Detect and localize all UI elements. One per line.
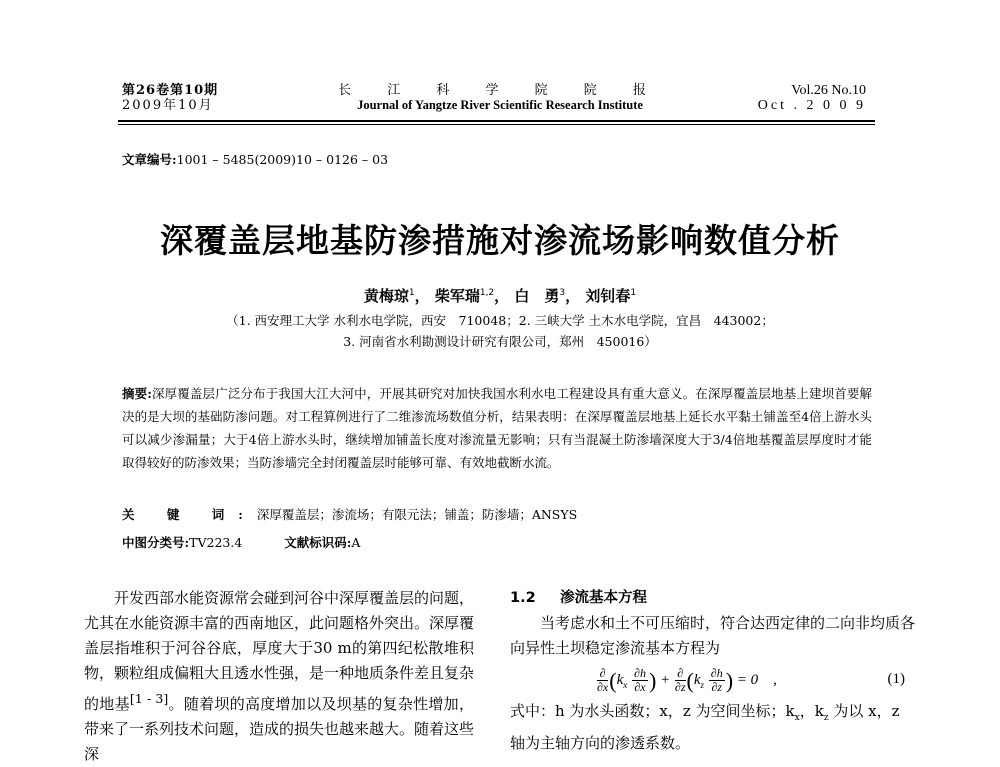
article-number-label: 文章编号:	[122, 152, 177, 167]
author-affil-mark: 1	[408, 288, 415, 298]
article-number	[122, 150, 388, 168]
abstract-text: 深厚覆盖层广泛分布于我国大江大河中，开展其研究对加快我国水利水电工程建设具有重大意义。在深厚覆盖层地基上建坝首要解决的是大坝的基础防渗问题。对工程算例进行了二维渗流场数值分析，结果表明：在深厚覆盖层地基上延长水平黏土铺盖至4倍上游水头可以减少渗漏量；大于4倍上游水头时，继续增加铺盖长度对渗流量无影响；只有当混凝土防渗墙深度大于3/4倍地基覆盖层厚度时才能取得较好的防渗效果；当防渗墙完全封闭覆盖层时能够可靠、有效地截断水流。	[122, 386, 872, 470]
author-name: 白 勇	[514, 287, 560, 305]
equation-intro: 当考虑水和土不可压缩时，符合达西定律的二向非均质各向异性土坝稳定渗流基本方程为	[510, 614, 916, 657]
citation: [1 - 3]	[129, 691, 169, 706]
author-affil-mark: 3	[559, 288, 566, 298]
affiliation-line-2: 3. 河南省水利勘测设计研究有限公司，郑州 450016）	[343, 334, 657, 349]
section-number: 1.2	[510, 590, 536, 606]
paper-title: 深覆盖层地基防渗措施对渗流场影响数值分析	[160, 221, 840, 260]
body-right-column	[510, 586, 915, 756]
equation-explanation-cont: 轴为主轴方向的渗透系数。	[510, 734, 691, 752]
author-affil-mark: 1	[630, 288, 637, 298]
journal-name-cn: 长 江 科 学 院 院 报	[338, 83, 662, 98]
header-rule-thin	[118, 124, 875, 125]
doc-code-value: A	[351, 535, 361, 550]
date-cn: 2009年10月	[122, 98, 214, 113]
volume-cn: 第26卷第10期	[122, 83, 219, 98]
section-heading	[510, 586, 915, 611]
keywords	[122, 505, 577, 523]
doc-code-label: 文献标识码:	[284, 535, 352, 550]
author-name: 刘钊春	[585, 287, 631, 305]
abstract	[122, 382, 872, 474]
section-title: 渗流基本方程	[560, 590, 647, 606]
volume-en: Vol.26 No.10	[791, 83, 866, 98]
journal-name	[300, 83, 700, 113]
author-name: 黄梅琼	[363, 287, 409, 305]
clc-label: 中图分类号:	[122, 535, 190, 550]
intro-paragraph	[84, 586, 474, 767]
keywords-label: 关 键 词:	[122, 507, 257, 522]
abstract-label: 摘要:	[122, 386, 152, 401]
header-rule-thick	[118, 120, 875, 122]
body-left-column	[84, 586, 474, 767]
intro-text: 开发西部水能资源常会碰到河谷中深厚覆盖层的问题，尤其在水能资源丰富的西南地区，此问题格外突出。深厚覆盖层指堆积于河谷谷底，厚度大于30 m的第四纪松散堆积物，颗粒组成偏粗大且透水性强，是一种地质条件差且复杂的地基	[84, 589, 475, 713]
date-en: Oct . 2 0 0 9	[757, 98, 866, 113]
header-volume-cn	[122, 83, 218, 113]
article-number-value: 1001 – 5485(2009)10 – 0126 – 03	[176, 152, 389, 167]
classification	[122, 533, 360, 551]
equation-explanation: 式中：h 为水头函数；x，z 为空间坐标；$k_x$，$k_z$ 为以 x，z	[510, 702, 900, 723]
keywords-text: 深厚覆盖层；渗流场；有限元法；铺盖；防渗墙；ANSYS	[256, 507, 578, 522]
intro-text-cont: 。随着坝的高度增加以及坝基的复杂性增加，带来了一系列技术问题，造成的损失也越来越大。随着这些深	[84, 695, 475, 763]
seepage-equation	[510, 661, 915, 699]
equation-body: $\frac{\partial}{\partial x}$ ($k_x$ $\frac{\partial h}{\partial x}$ ) + $\frac{\partial}{\partial z}$ ($k_z$ $\frac{\partial h}{\partial z}$ ) = 0 ,	[597, 666, 777, 694]
author-name: 柴军瑞	[434, 287, 480, 305]
affiliation-line-1: （1. 西安理工大学 水利水电学院，西安 710048；2. 三峡大学 土木水电学院，宜昌 443002；	[226, 313, 774, 328]
clc-value: TV223.4	[189, 535, 243, 550]
journal-name-en: Journal of Yangtze River Scientific Research Institute	[357, 98, 643, 112]
header-volume-en	[758, 83, 866, 113]
author-affil-mark: 1,2	[479, 288, 495, 298]
author-list: 黄梅琼$^1$， 柴军瑞$^{1,2}$， 白 勇$^3$， 刘钊春$^1$	[363, 287, 637, 305]
equation-number: (1)	[887, 671, 905, 687]
